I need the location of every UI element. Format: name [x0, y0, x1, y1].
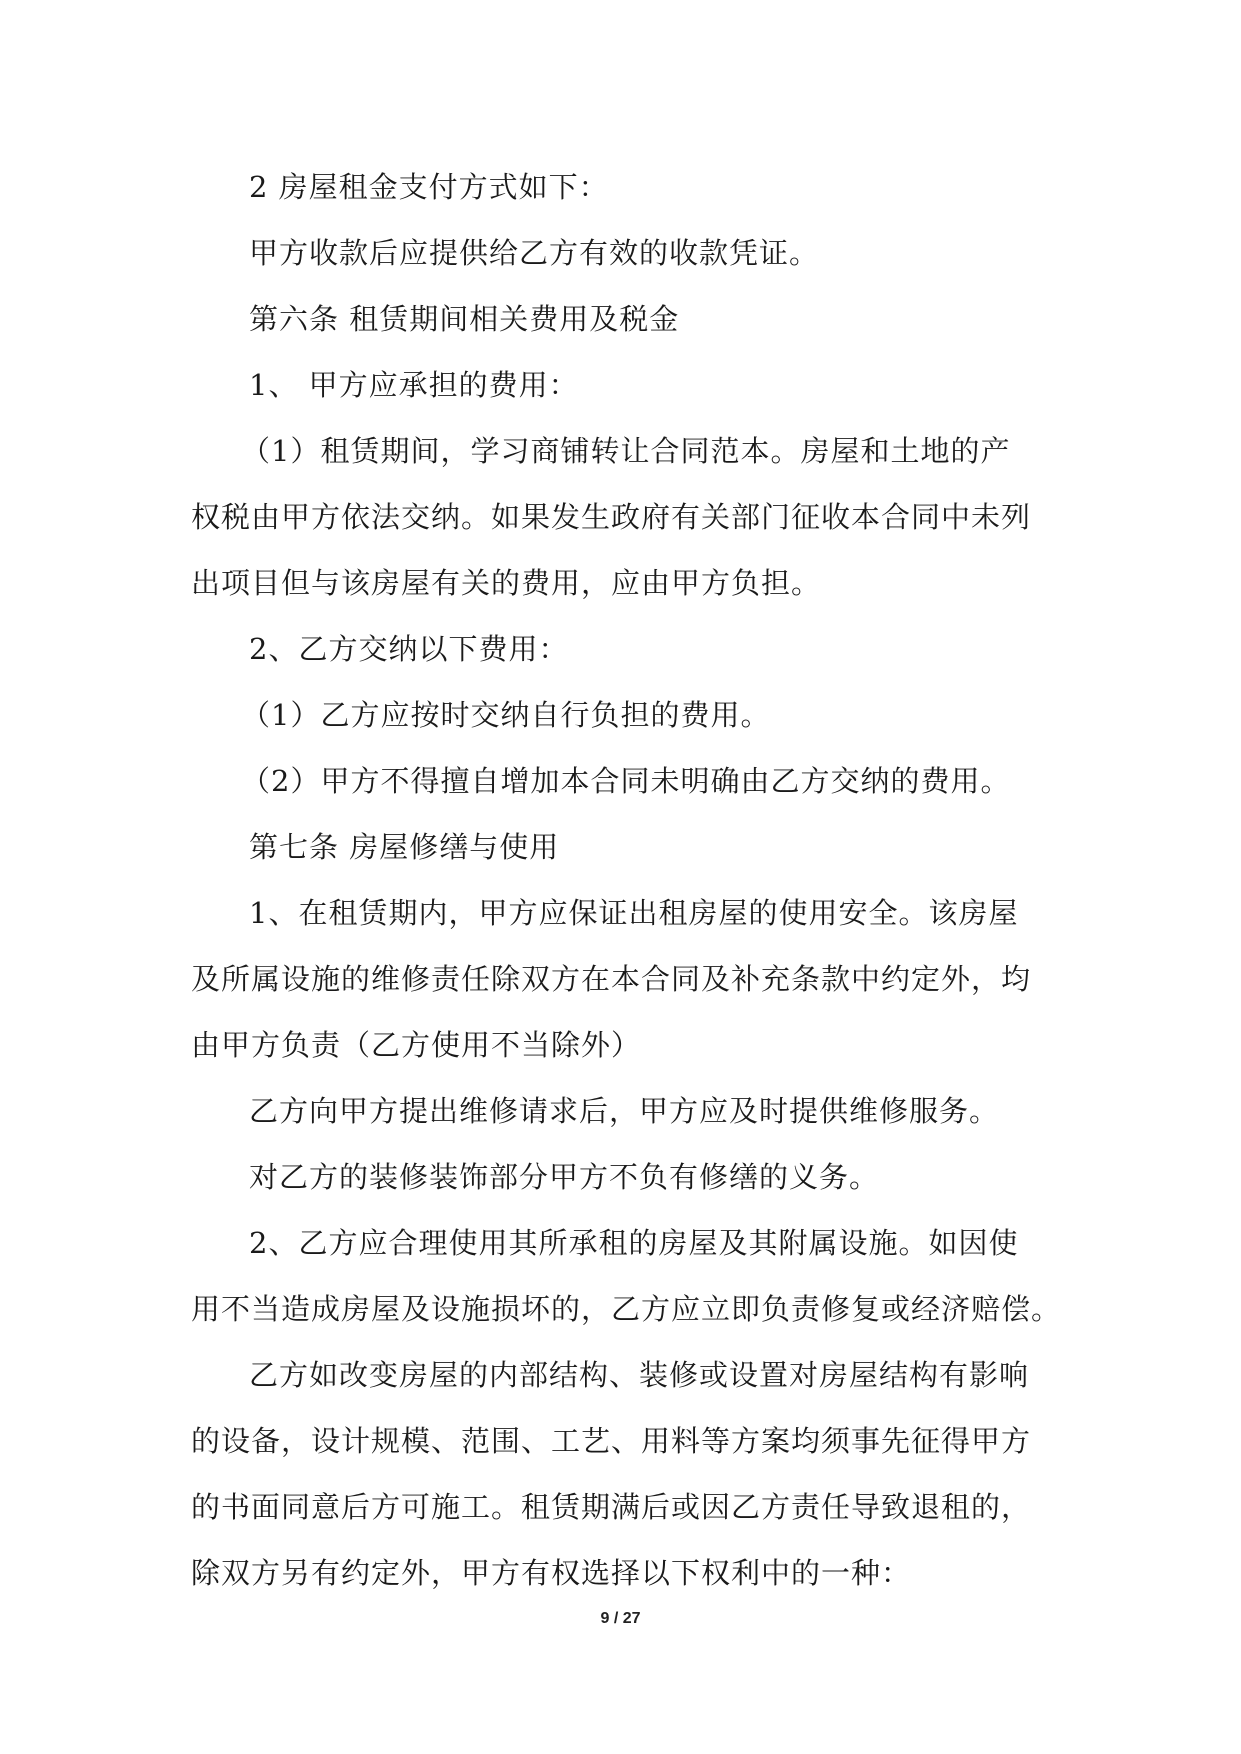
- paragraph-line: 对乙方的装修装饰部分甲方不负有修缮的义务。: [249, 1160, 880, 1194]
- paragraph-line: 权税由甲方依法交纳。如果发生政府有关部门征收本合同中未列: [191, 500, 1032, 534]
- section-heading: 第六条 租赁期间相关费用及税金: [249, 302, 680, 336]
- page-number: 9 / 27: [600, 1610, 641, 1627]
- paragraph-line: 用不当造成房屋及设施损坏的，乙方应立即负责修复或经济赔偿。: [191, 1292, 1062, 1326]
- paragraph-line: 除双方另有约定外，甲方有权选择以下权利中的一种：: [191, 1556, 912, 1590]
- section-heading: 第七条 房屋修缮与使用: [249, 830, 560, 864]
- paragraph-line: 由甲方负责（乙方使用不当除外）: [191, 1028, 642, 1062]
- paragraph-line: 1、在租赁期内，甲方应保证出租房屋的使用安全。该房屋: [249, 896, 1019, 930]
- document-body: [191, 154, 1062, 1606]
- paragraph-line: 1、 甲方应承担的费用：: [249, 368, 579, 402]
- paragraph-line: 2 房屋租金支付方式如下：: [249, 170, 609, 204]
- paragraph-line: 出项目但与该房屋有关的费用，应由甲方负担。: [191, 566, 822, 600]
- paragraph-line: 及所属设施的维修责任除双方在本合同及补充条款中约定外，均: [191, 962, 1032, 996]
- paragraph-line: （2）甲方不得擅自增加本合同未明确由乙方交纳的费用。: [241, 764, 1011, 798]
- paragraph-line: （1）租赁期间，学习商铺转让合同范本。房屋和土地的产: [241, 434, 1011, 468]
- paragraph-line: 2、乙方应合理使用其所承租的房屋及其附属设施。如因使: [249, 1226, 1019, 1260]
- paragraph-line: 的设备，设计规模、范围、工艺、用料等方案均须事先征得甲方: [191, 1424, 1032, 1458]
- paragraph-line: 的书面同意后方可施工。租赁期满后或因乙方责任导致退租的，: [191, 1490, 1032, 1524]
- paragraph-line: 乙方向甲方提出维修请求后，甲方应及时提供维修服务。: [249, 1094, 1000, 1128]
- paragraph-line: 乙方如改变房屋的内部结构、装修或设置对房屋结构有影响: [249, 1358, 1030, 1392]
- paragraph-line: （1）乙方应按时交纳自行负担的费用。: [241, 698, 771, 732]
- paragraph-line: 甲方收款后应提供给乙方有效的收款凭证。: [249, 236, 820, 270]
- paragraph-line: 2、乙方交纳以下费用：: [249, 632, 569, 666]
